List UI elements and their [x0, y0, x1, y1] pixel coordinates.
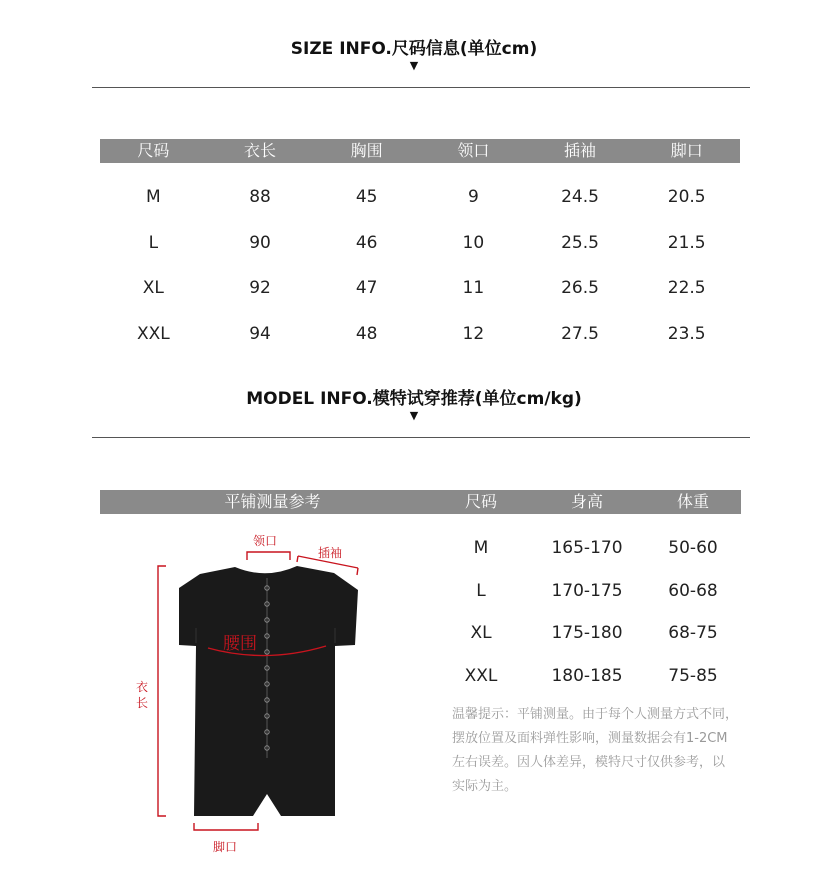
- waist-label: 腰围: [223, 634, 257, 654]
- table-cell: 90: [249, 233, 271, 253]
- table-cell: 9: [467, 187, 479, 207]
- note-line: 左右误差。因人体差异，模特尺寸仅供参考，以: [452, 755, 726, 770]
- table-cell: XXL: [136, 324, 170, 344]
- header-cell: 尺码: [464, 492, 497, 511]
- table-cell: 27.5: [561, 324, 599, 344]
- table-row: [100, 185, 740, 209]
- hem-label: 脚口: [213, 840, 238, 854]
- table-cell: XXL: [464, 666, 498, 686]
- length-label-char: 衣: [136, 680, 149, 694]
- note-line: 摆放位置及面料弹性影响，测量数据会有1-2CM: [452, 731, 728, 746]
- table-cell: 25.5: [561, 233, 599, 253]
- divider: [92, 87, 750, 88]
- table-cell: 180-185: [551, 666, 623, 686]
- table-cell: 175-180: [551, 623, 623, 643]
- down-triangle-icon: ▼: [409, 409, 419, 422]
- table-cell: 26.5: [561, 278, 599, 298]
- header-cell: 衣长: [244, 141, 277, 160]
- table-cell: M: [146, 187, 161, 207]
- table-cell: XL: [470, 623, 492, 643]
- note-line: 实际为主。: [452, 779, 518, 794]
- table-cell: M: [473, 538, 489, 558]
- table-cell: 68-75: [668, 623, 718, 643]
- size-table-header: [100, 139, 740, 163]
- down-triangle-icon: ▼: [409, 59, 419, 72]
- header-cell: 领口: [457, 141, 490, 160]
- collar-label: 领口: [253, 534, 278, 548]
- table-cell: 60-68: [668, 581, 718, 601]
- table-cell: 24.5: [561, 187, 599, 207]
- table-cell: 94: [249, 324, 271, 344]
- table-cell: 88: [249, 187, 271, 207]
- table-row: [433, 621, 741, 645]
- table-row: [100, 231, 740, 255]
- table-cell: 20.5: [667, 187, 706, 207]
- table-cell: 46: [355, 233, 378, 253]
- table-row: [433, 664, 741, 688]
- model-table-header: [433, 490, 741, 514]
- size-info-title: SIZE INFO.尺码信息(单位cm): [290, 39, 538, 59]
- table-cell: 92: [249, 278, 271, 298]
- table-row: [433, 536, 741, 560]
- table-cell: 22.5: [667, 278, 706, 298]
- length-label-char: 长: [136, 696, 149, 710]
- note-line: 温馨提示：平铺测量。由于每个人测量方式不同，: [452, 707, 739, 722]
- header-cell: 脚口: [670, 141, 703, 160]
- header-cell: 尺码: [137, 141, 170, 160]
- table-cell: 47: [355, 278, 378, 298]
- table-row: [100, 322, 740, 346]
- header-cell: 体重: [676, 492, 709, 511]
- romper-garment: [179, 566, 358, 816]
- table-row: [100, 276, 740, 300]
- header-cell: 身高: [570, 492, 603, 511]
- table-cell: 170-175: [551, 581, 623, 601]
- table-cell: L: [148, 233, 159, 253]
- table-cell: 10: [462, 233, 485, 253]
- table-cell: 12: [462, 324, 485, 344]
- flat-measure-header: 平铺测量参考: [100, 490, 445, 514]
- table-cell: 75-85: [668, 666, 718, 686]
- model-info-title: MODEL INFO.模特试穿推荐(单位cm/kg): [246, 389, 582, 409]
- sleeve-label: 插袖: [318, 546, 343, 560]
- header-cell: 插袖: [564, 141, 597, 160]
- table-cell: 21.5: [667, 233, 706, 253]
- table-cell: 45: [355, 187, 378, 207]
- table-cell: 48: [355, 324, 378, 344]
- table-cell: 165-170: [551, 538, 623, 558]
- header-cell: 胸围: [350, 141, 383, 160]
- table-cell: 23.5: [667, 324, 706, 344]
- table-cell: XL: [142, 278, 164, 298]
- table-cell: L: [476, 581, 486, 601]
- divider: [92, 437, 750, 438]
- table-cell: 11: [462, 278, 485, 298]
- romper-diagram: [130, 528, 380, 858]
- measurement-note: [452, 703, 757, 799]
- table-row: [433, 579, 741, 603]
- table-cell: 50-60: [668, 538, 718, 558]
